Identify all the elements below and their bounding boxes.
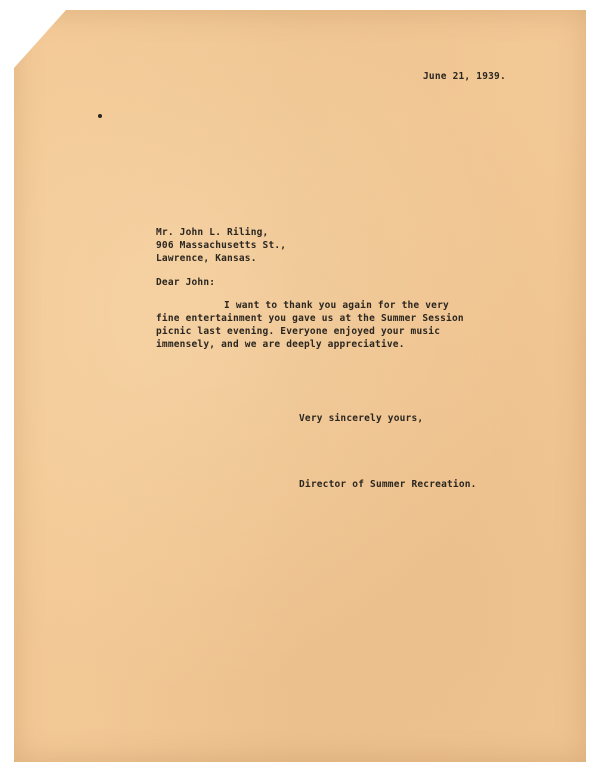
- recipient-street: 906 Massachusetts St.,: [156, 240, 287, 251]
- body-line-1: I want to thank you again for the very: [224, 300, 449, 311]
- salutation: Dear John:: [156, 277, 216, 288]
- recipient-city: Lawrence, Kansas.: [156, 253, 257, 264]
- ink-spot: [98, 114, 102, 118]
- signature-title: Director of Summer Recreation.: [299, 479, 477, 490]
- letter-date: June 21, 1939.: [423, 71, 506, 82]
- recipient-name: Mr. John L. Riling,: [156, 227, 269, 238]
- body-line-4: immensely, and we are deeply appreciative.: [156, 339, 405, 350]
- body-line-3: picnic last evening. Everyone enjoyed your music: [156, 326, 441, 337]
- body-line-2: fine entertainment you gave us at the Summer Session: [156, 313, 464, 324]
- letter-page: [14, 10, 586, 762]
- closing: Very sincerely yours,: [299, 413, 424, 424]
